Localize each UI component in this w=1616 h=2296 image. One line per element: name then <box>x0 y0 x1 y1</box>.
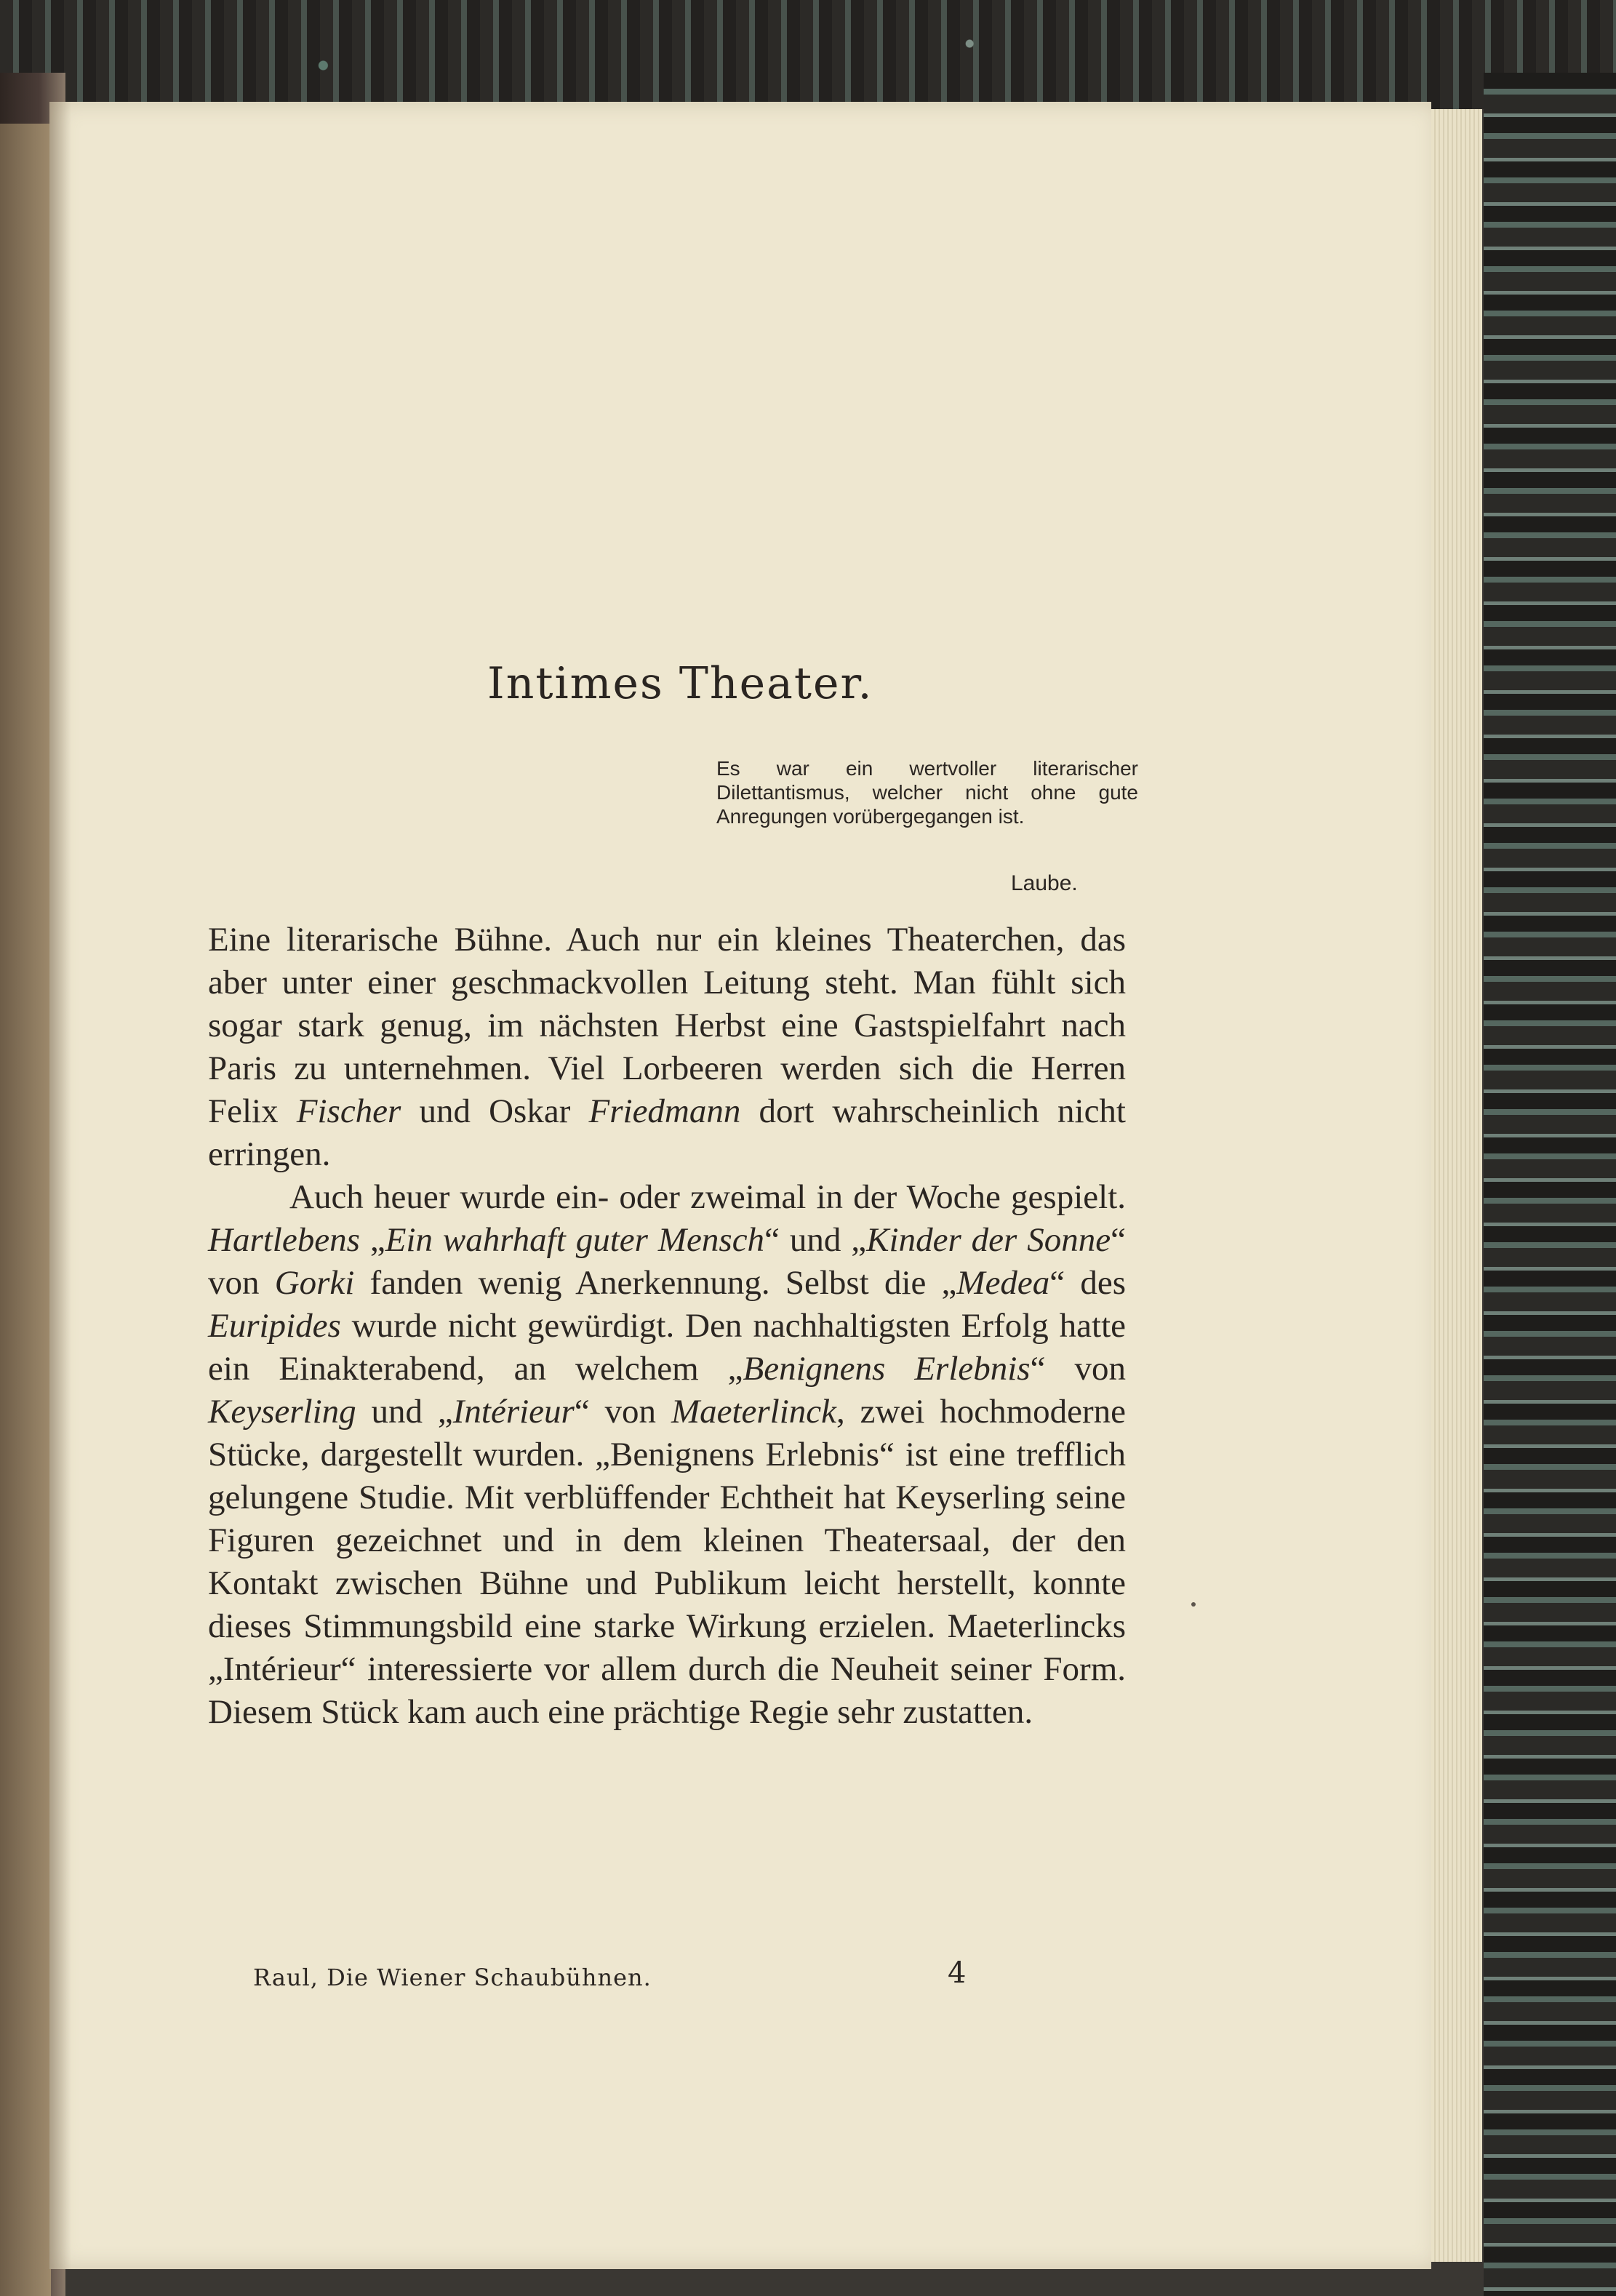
text-run: Eine literarische Bühne. Auch nur ein kleines Theaterchen, das aber unter einer geschmackvollen Leitung steht. Man fühlt sich sogar stark genug, im nächsten Herbst eine Gastspielfahrt nach Paris zu unternehmen. Viel Lorbeeren werden sich die Herren Felix <box>208 921 1126 1130</box>
text-run-italic: Euripides <box>208 1307 341 1345</box>
facing-page-edge <box>0 124 51 2296</box>
text-run: “ des <box>1049 1264 1127 1302</box>
text-run-italic: Hartlebens <box>208 1221 360 1259</box>
sheet-number: 4 <box>948 1956 967 1990</box>
text-run-italic: Medea <box>956 1264 1050 1302</box>
marbled-binding-right <box>1484 73 1616 2296</box>
epigraph-author: Laube. <box>1011 871 1078 895</box>
text-run: dort wahrscheinlich nicht erringen. <box>208 1092 1126 1173</box>
page-stack-edge <box>1431 109 1482 2262</box>
text-run-italic: Benignens Erlebnis <box>743 1350 1031 1388</box>
text-run: “ von <box>574 1393 671 1431</box>
text-run-italic: Ein wahrhaft guter Mensch <box>385 1221 765 1259</box>
gutter-shadow <box>49 102 71 2269</box>
text-run-italic: Kinder der Sonne <box>866 1221 1111 1259</box>
text-run: „ <box>359 1221 385 1259</box>
text-run: “ von <box>1030 1350 1126 1388</box>
text-run-italic: Maeterlinck <box>671 1393 836 1431</box>
text-run-italic: Intérieur <box>452 1393 575 1431</box>
text-run: Auch heuer wurde ein- oder zweimal in der Woche gespielt. <box>289 1178 1126 1216</box>
marbled-binding-top <box>0 0 1616 109</box>
body-text <box>208 919 1126 1734</box>
text-run: , zwei hochmoderne Stücke, dargestellt wurden. „Benignens Erlebnis“ ist eine trefflich gelungene Studie. Mit verblüffender Echtheit hat Keyserling seine Figuren gezeichnet und in dem kleinen Theatersaal, der den Kontakt zwischen Bühne und Publikum leicht herstellt, konnte dieses Stimmungsbild eine starke Wirkung erzielen. Maeterlincks „Intérieur“ interessierte vor allem durch die Neuheit seiner Form. Diesem Stück kam auch eine prächtige Regie sehr zustatten. <box>208 1393 1126 1731</box>
text-run-italic: Fischer <box>296 1092 401 1130</box>
paragraph <box>208 919 1126 1176</box>
text-run: “ und „ <box>764 1221 867 1259</box>
text-run-italic: Gorki <box>274 1264 355 1302</box>
chapter-title: Intimes Theater. <box>487 658 873 709</box>
paper-speck <box>1191 1602 1196 1607</box>
text-run: fanden wenig Anerkennung. Selbst die „ <box>354 1264 957 1302</box>
text-run-italic: Keyserling <box>208 1393 356 1431</box>
epigraph-text: Es war ein wertvoller literarischer Dilettantismus, welcher nicht ohne gute Anregungen vorübergegangen ist. <box>716 757 1138 828</box>
text-run: und „ <box>356 1393 453 1431</box>
printer-signature: Raul, Die Wiener Schaubühnen. <box>253 1964 652 1991</box>
text-run-italic: Friedmann <box>588 1092 741 1130</box>
text-run: wurde nicht gewürdigt. Den nachhaltigsten Erfolg hatte ein Einakterabend, an welchem „ <box>208 1307 1126 1388</box>
text-run: “ von <box>208 1221 1126 1302</box>
paragraph <box>208 1176 1126 1734</box>
text-run: und Oskar <box>401 1092 589 1130</box>
